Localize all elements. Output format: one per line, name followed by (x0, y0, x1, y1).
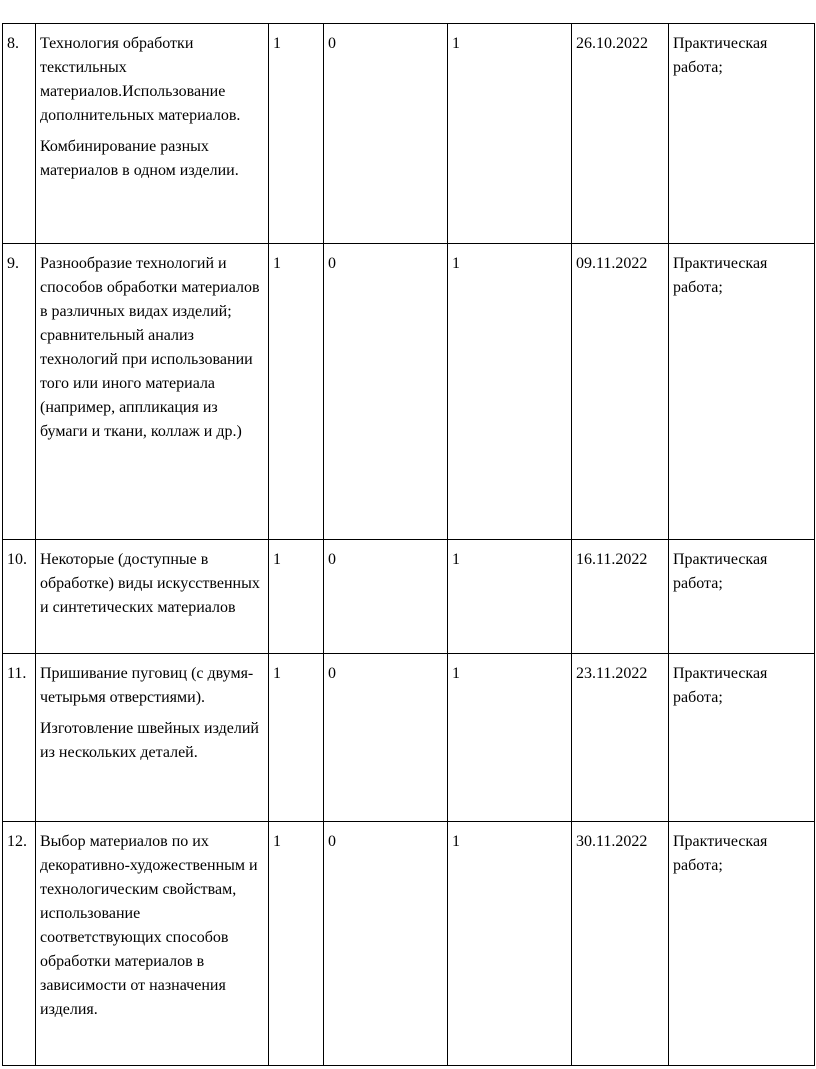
lesson-number: 10. (3, 540, 36, 654)
lesson-date: 09.11.2022 (572, 244, 669, 540)
hours-practice: 1 (448, 244, 572, 540)
topic-paragraph: Пришивание пуговиц (с двумя-четырьмя отверстиями). (40, 665, 254, 706)
table-row (3, 244, 815, 540)
hours-practice: 1 (448, 822, 572, 1066)
lesson-number: 9. (3, 244, 36, 540)
lesson-date: 16.11.2022 (572, 540, 669, 654)
lesson-topic (36, 654, 269, 822)
lesson-date: 23.11.2022 (572, 654, 669, 822)
lesson-number: 8. (3, 24, 36, 244)
hours-practice: 1 (448, 540, 572, 654)
table-row (3, 822, 815, 1066)
table-row (3, 654, 815, 822)
control-form: Практическая работа; (669, 654, 815, 822)
hours-control: 0 (324, 540, 448, 654)
lesson-number: 11. (3, 654, 36, 822)
hours-total: 1 (269, 654, 324, 822)
lesson-date: 30.11.2022 (572, 822, 669, 1066)
lesson-plan-table (2, 23, 815, 1066)
hours-practice: 1 (448, 24, 572, 244)
control-form: Практическая работа; (669, 540, 815, 654)
lesson-topic (36, 822, 269, 1066)
hours-control: 0 (324, 244, 448, 540)
topic-paragraph: Некоторые (доступные в обработке) виды искусственных и синтетических материалов (40, 551, 260, 616)
topic-paragraph: Технология обработки текстильных материалов.Использование дополнительных материалов. (40, 35, 241, 124)
control-form: Практическая работа; (669, 24, 815, 244)
lesson-date: 26.10.2022 (572, 24, 669, 244)
hours-practice: 1 (448, 654, 572, 822)
hours-total: 1 (269, 822, 324, 1066)
hours-control: 0 (324, 24, 448, 244)
lesson-topic (36, 540, 269, 654)
table-row (3, 540, 815, 654)
topic-paragraph: Выбор материалов по их декоративно-художественным и технологическим свойствам, использование соответствующих способов обработки материалов в зависимости от назначения изделия. (40, 833, 258, 1018)
hours-total: 1 (269, 540, 324, 654)
lesson-topic (36, 244, 269, 540)
topic-paragraph: Изготовление швейных изделий из нескольких деталей. (40, 720, 259, 761)
lesson-number: 12. (3, 822, 36, 1066)
hours-total: 1 (269, 244, 324, 540)
hours-control: 0 (324, 654, 448, 822)
table-row (3, 24, 815, 244)
hours-control: 0 (324, 822, 448, 1066)
lesson-topic (36, 24, 269, 244)
control-form: Практическая работа; (669, 822, 815, 1066)
control-form: Практическая работа; (669, 244, 815, 540)
topic-paragraph: Комбинирование разных материалов в одном изделии. (40, 138, 239, 179)
topic-paragraph: Разнообразие технологий и способов обработки материалов в различных видах изделий; сравнительный анализ технологий при использовании того или иного материала (например, аппликация из бумаги и ткани, коллаж и др.) (40, 255, 260, 440)
hours-total: 1 (269, 24, 324, 244)
